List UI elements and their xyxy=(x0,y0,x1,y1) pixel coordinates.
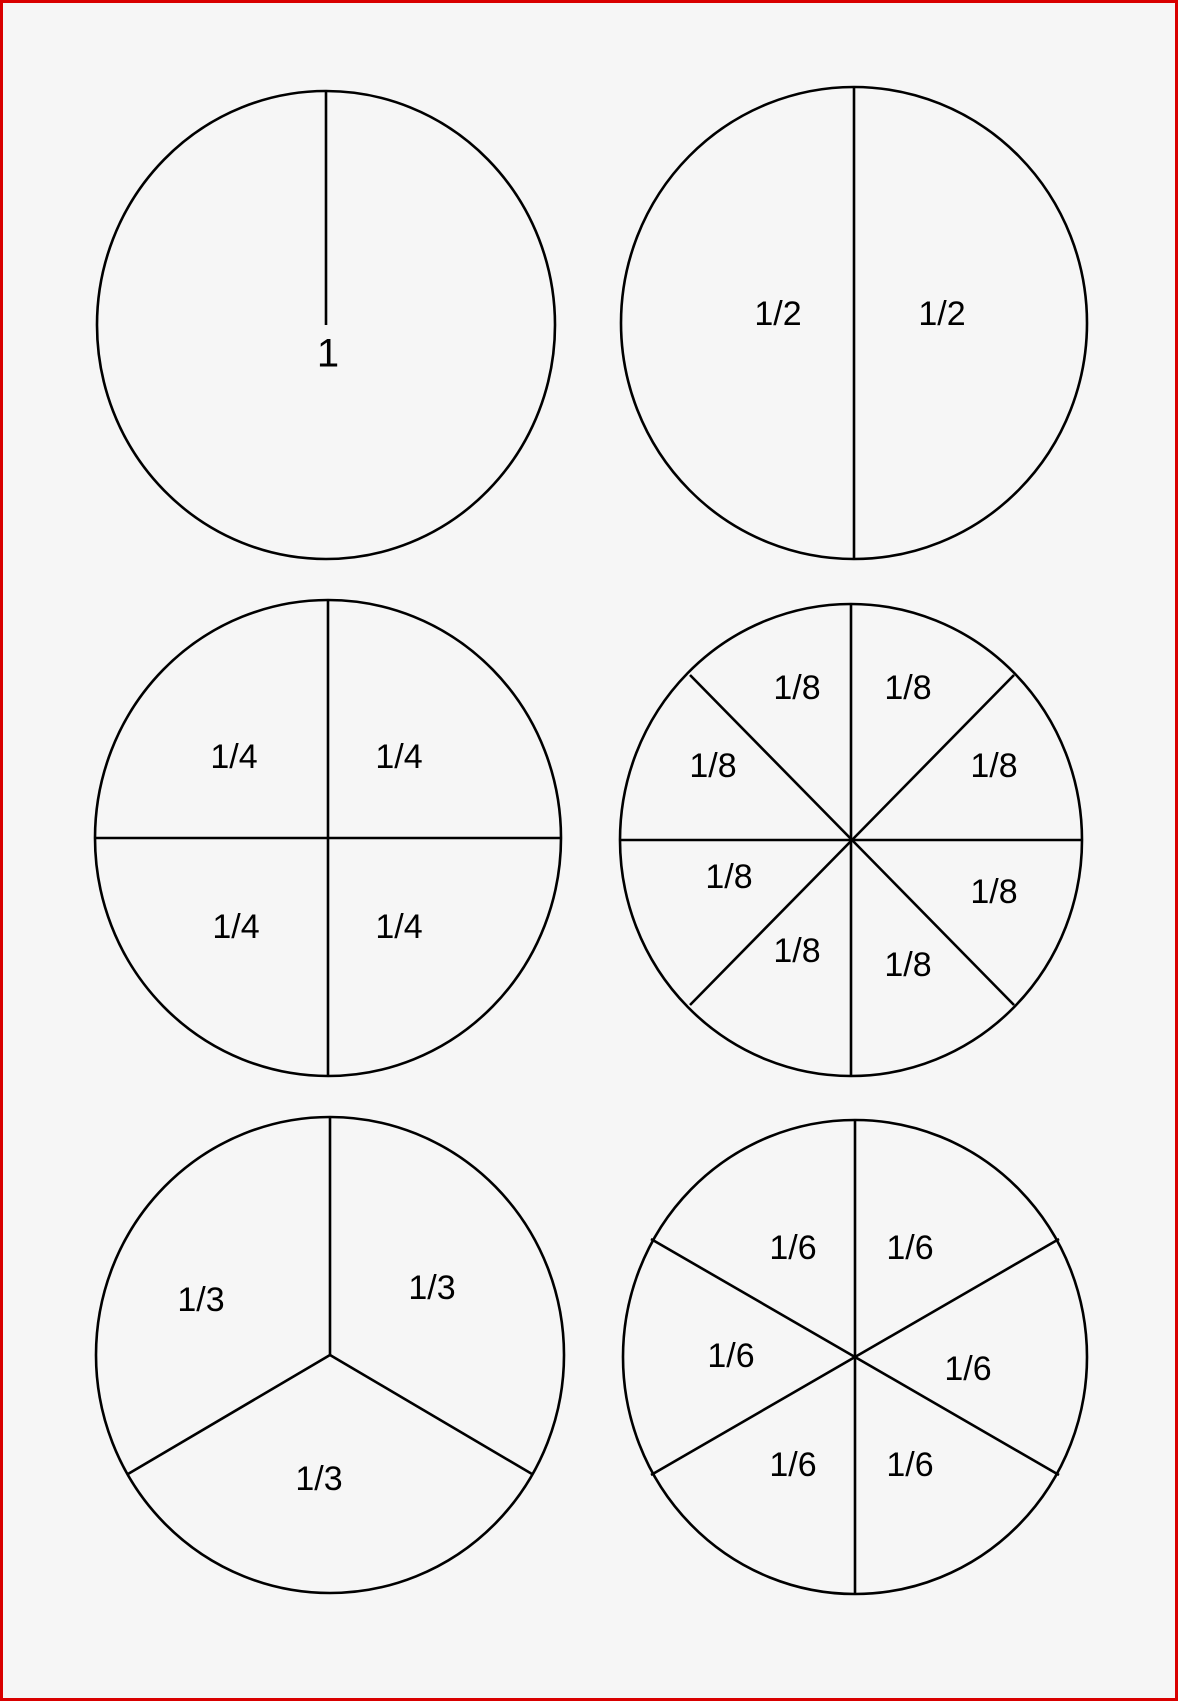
fraction-label: 1/3 xyxy=(177,1280,225,1319)
fraction-label: 1/6 xyxy=(769,1228,817,1267)
circle-thirds xyxy=(96,1117,564,1593)
fraction-label: 1/8 xyxy=(773,668,821,707)
circle-eighths xyxy=(620,604,1082,1076)
fraction-label: 1/2 xyxy=(918,294,966,333)
circle-quarters xyxy=(95,600,561,1076)
circle-whole xyxy=(97,91,555,559)
fraction-label: 1/2 xyxy=(754,294,802,333)
fraction-label: 1/8 xyxy=(884,668,932,707)
fraction-label: 1/8 xyxy=(773,931,821,970)
fraction-label: 1/4 xyxy=(212,907,260,946)
fraction-label: 1/3 xyxy=(408,1268,456,1307)
circle-halves xyxy=(621,87,1087,559)
fraction-label: 1/4 xyxy=(210,737,258,776)
fraction-label: 1/4 xyxy=(375,907,423,946)
fraction-label: 1/6 xyxy=(944,1349,992,1388)
fraction-label: 1/8 xyxy=(705,857,753,896)
fraction-label: 1/6 xyxy=(769,1445,817,1484)
fraction-label: 1/8 xyxy=(689,746,737,785)
fraction-label: 1/6 xyxy=(886,1445,934,1484)
fraction-label: 1/3 xyxy=(295,1459,343,1498)
fraction-label: 1/6 xyxy=(707,1336,755,1375)
fraction-label: 1 xyxy=(316,331,340,376)
fraction-label: 1/8 xyxy=(884,945,932,984)
fraction-label: 1/8 xyxy=(970,746,1018,785)
fraction-label: 1/6 xyxy=(886,1228,934,1267)
fraction-label: 1/4 xyxy=(375,737,423,776)
circle-sixths xyxy=(623,1120,1087,1594)
fraction-label: 1/8 xyxy=(970,872,1018,911)
